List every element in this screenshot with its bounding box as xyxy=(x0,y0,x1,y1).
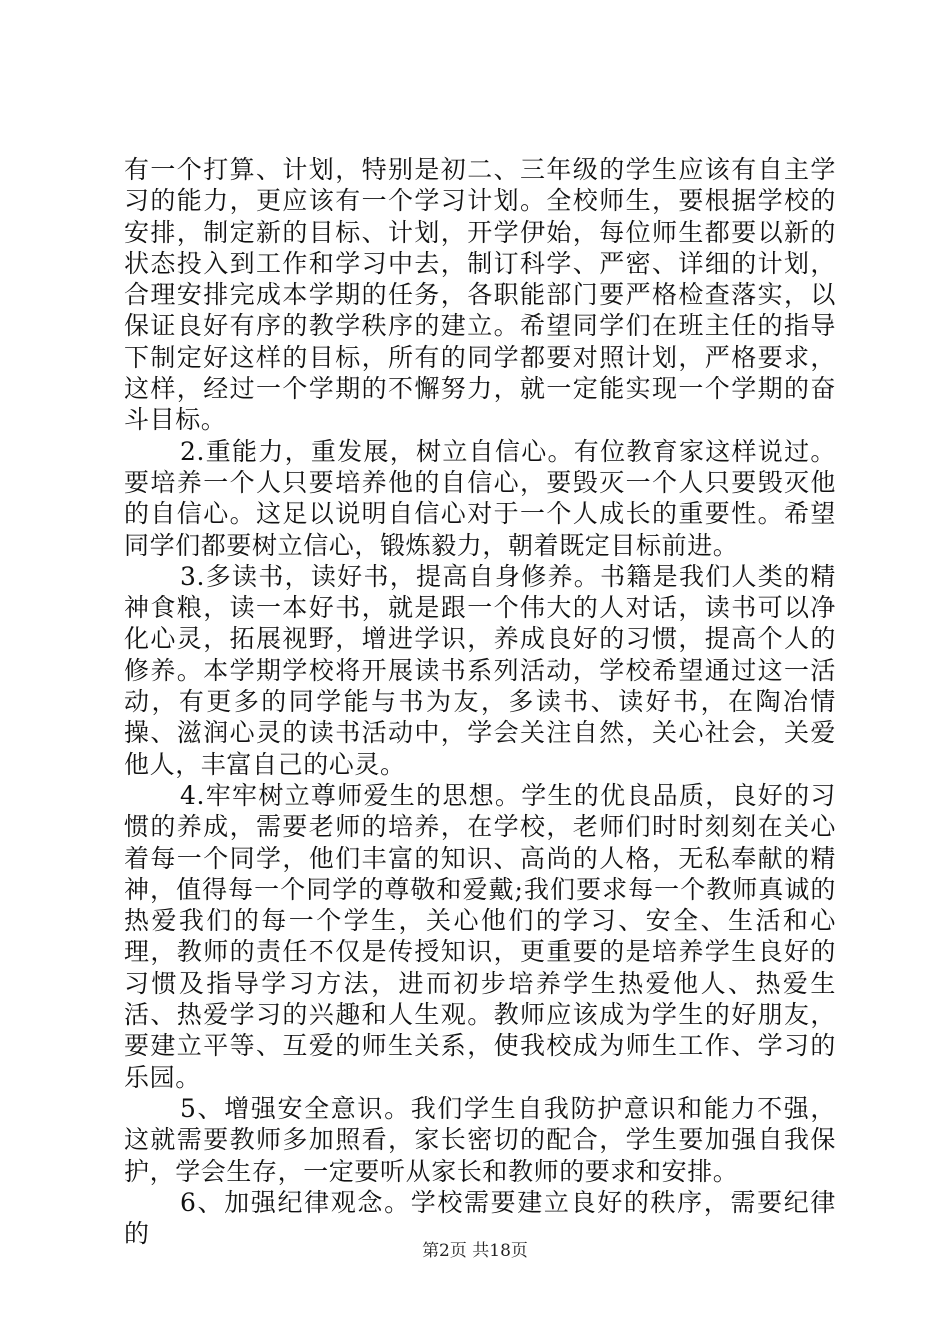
paragraph-item-5: 5、增强安全意识。我们学生自我防护意识和能力不强，这就需要教师多加照看，家长密切的配合，学生要加强自我保护，学会生存，一定要听从家长和教师的要求和安排。 xyxy=(124,1093,836,1186)
page-footer: 第2页 共18页 xyxy=(422,1241,528,1261)
paragraph-item-4: 4.牢牢树立尊师爱生的思想。学生的优良品质，良好的习惯的养成，需要老师的培养，在学校，老师们时时刻刻在关心着每一个同学，他们丰富的知识、高尚的人格，无私奉献的精神，值得每一个同学的尊敬和爱戴;我们要求每一个教师真诚的热爱我们的每一个学生，关心他们的学习、安全、生活和心理，教师的责任不仅是传授知识，更重要的是培养学生良好的习惯及指导学习方法，进而初步培养学生热爱他人、热爱生活、热爱学习的兴趣和人生观。教师应该成为学生的好朋友，要建立平等、互爱的师生关系，使我校成为师生工作、学习的乐园。 xyxy=(124,780,836,1092)
paragraph-item-2: 2.重能力，重发展，树立自信心。有位教育家这样说过。要培养一个人只要培养他的自信心，要毁灭一个人只要毁灭他的自信心。这足以说明自信心对于一个人成长的重要性。希望同学们都要树立信心，锻炼毅力，朝着既定目标前进。 xyxy=(124,436,836,560)
paragraph-item-6: 6、加强纪律观念。学校需要建立良好的秩序，需要纪律的 xyxy=(124,1187,836,1249)
paragraph-continuation: 有一个打算、计划，特别是初二、三年级的学生应该有自主学习的能力，更应该有一个学习计划。全校师生，要根据学校的安排，制定新的目标、计划，开学伊始，每位师生都要以新的状态投入到工作和学习中去，制订科学、严密、详细的计划，合理安排完成本学期的任务，各职能部门要严格检查落实，以保证良好有序的教学秩序的建立。希望同学们在班主任的指导下制定好这样的目标，所有的同学都要对照计划，严格要求，这样，经过一个学期的不懈努力，就一定能实现一个学期的奋斗目标。 xyxy=(124,155,836,435)
paragraph-item-3: 3.多读书，读好书，提高自身修养。书籍是我们人类的精神食粮，读一本好书，就是跟一个伟大的人对话，读书可以净化心灵，拓展视野，增进学识，养成良好的习惯，提高个人的修养。本学期学校将开展读书系列活动，学校希望通过这一活动，有更多的同学能与书为友，多读书、读好书，在陶冶情操、滋润心灵的读书活动中，学会关注自然，关心社会，关爱他人，丰富自己的心灵。 xyxy=(124,561,836,779)
document-body xyxy=(124,154,836,1249)
